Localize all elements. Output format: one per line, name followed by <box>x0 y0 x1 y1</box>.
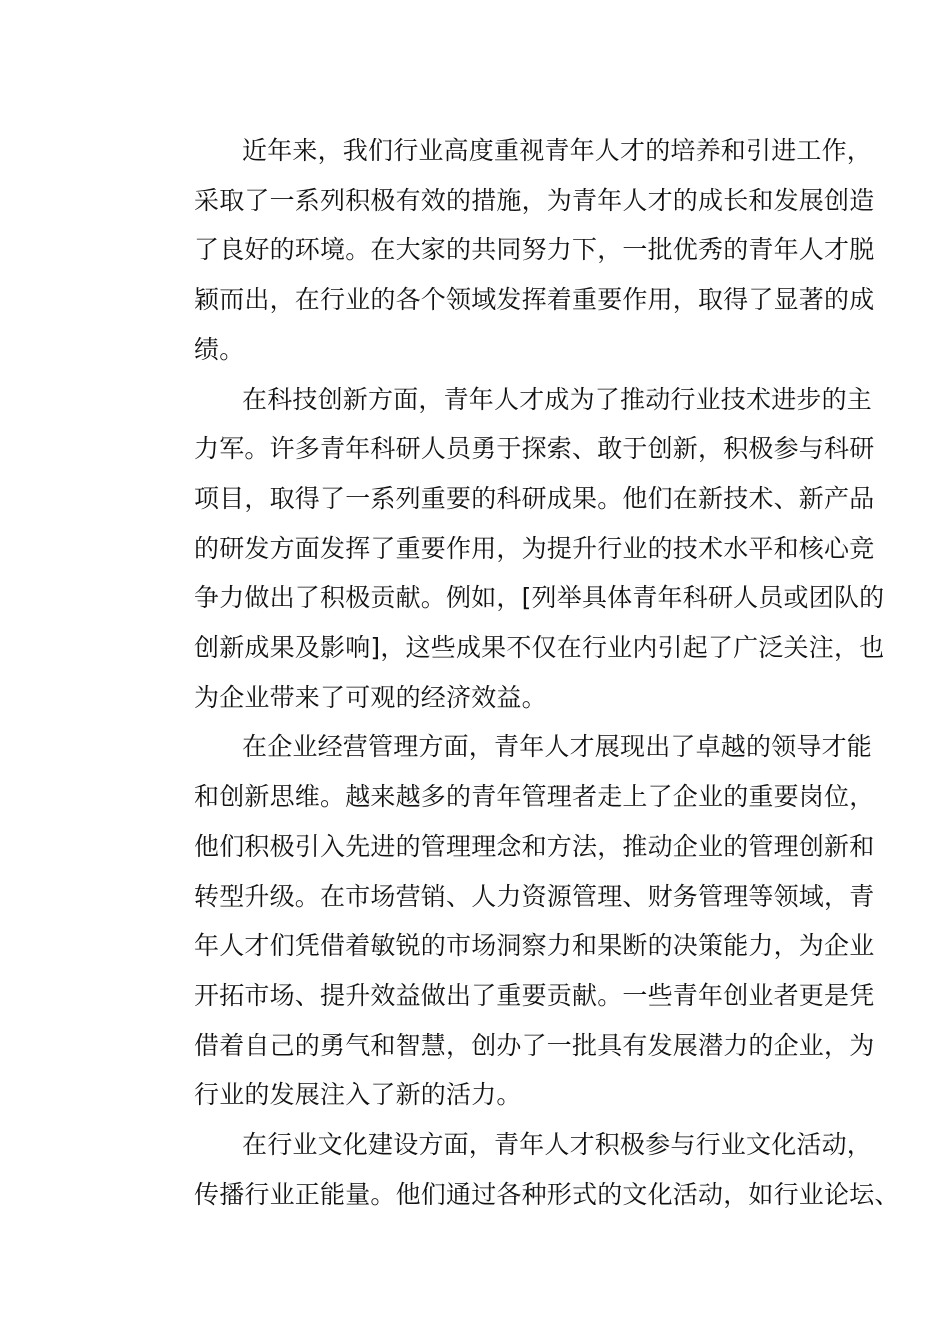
paragraph-3 <box>144 722 875 1120</box>
text-line: 采取了一系列积极有效的措施，为青年人才的成长和发展创造 <box>194 185 875 215</box>
document-body <box>144 126 900 1219</box>
text-line: 了良好的环境。在大家的共同努力下，一批优秀的青年人才脱 <box>194 235 875 265</box>
text-line: 传播行业正能量。他们通过各种形式的文化活动，如行业论坛、 <box>194 1179 900 1209</box>
text-line: 颖而出，在行业的各个领域发挥着重要作用，取得了显著的成 <box>194 285 875 315</box>
text-line: 行业的发展注入了新的活力。 <box>194 1080 522 1110</box>
text-line: 为企业带来了可观的经济效益。 <box>194 682 547 712</box>
paragraph-2 <box>144 375 885 723</box>
text-line: 绩。 <box>194 334 245 364</box>
text-line: 创新成果及影响]，这些成果不仅在行业内引起了广泛关注，也 <box>194 633 885 663</box>
text-line: 他们积极引入先进的管理理念和方法，推动企业的管理创新和 <box>194 831 875 861</box>
text-line: 在科技创新方面，青年人才成为了推动行业技术进步的主 <box>242 384 873 414</box>
text-line: 近年来，我们行业高度重视青年人才的培养和引进工作， <box>242 136 873 165</box>
text-line: 的研发方面发挥了重要作用，为提升行业的技术水平和核心竞 <box>194 533 875 563</box>
paragraph-4 <box>144 1120 900 1219</box>
text-line: 转型升级。在市场营销、人力资源管理、财务管理等领域，青 <box>194 881 875 911</box>
text-line: 力军。许多青年科研人员勇于探索、敢于创新，积极参与科研 <box>194 434 875 464</box>
paragraph-1 <box>144 126 875 375</box>
text-line: 开拓市场、提升效益做出了重要贡献。一些青年创业者更是凭 <box>194 980 875 1010</box>
text-line: 在行业文化建设方面，青年人才积极参与行业文化活动， <box>242 1130 873 1160</box>
text-line: 年人才们凭借着敏锐的市场洞察力和果断的决策能力，为企业 <box>194 931 875 961</box>
text-line: 争力做出了积极贡献。例如，[列举具体青年科研人员或团队的 <box>194 583 885 613</box>
text-line: 借着自己的勇气和智慧，创办了一批具有发展潜力的企业，为 <box>194 1030 875 1060</box>
text-line: 和创新思维。越来越多的青年管理者走上了企业的重要岗位， <box>194 782 875 812</box>
text-line: 项目，取得了一系列重要的科研成果。他们在新技术、新产品 <box>194 483 875 513</box>
text-line: 在企业经营管理方面，青年人才展现出了卓越的领导才能 <box>242 732 873 762</box>
